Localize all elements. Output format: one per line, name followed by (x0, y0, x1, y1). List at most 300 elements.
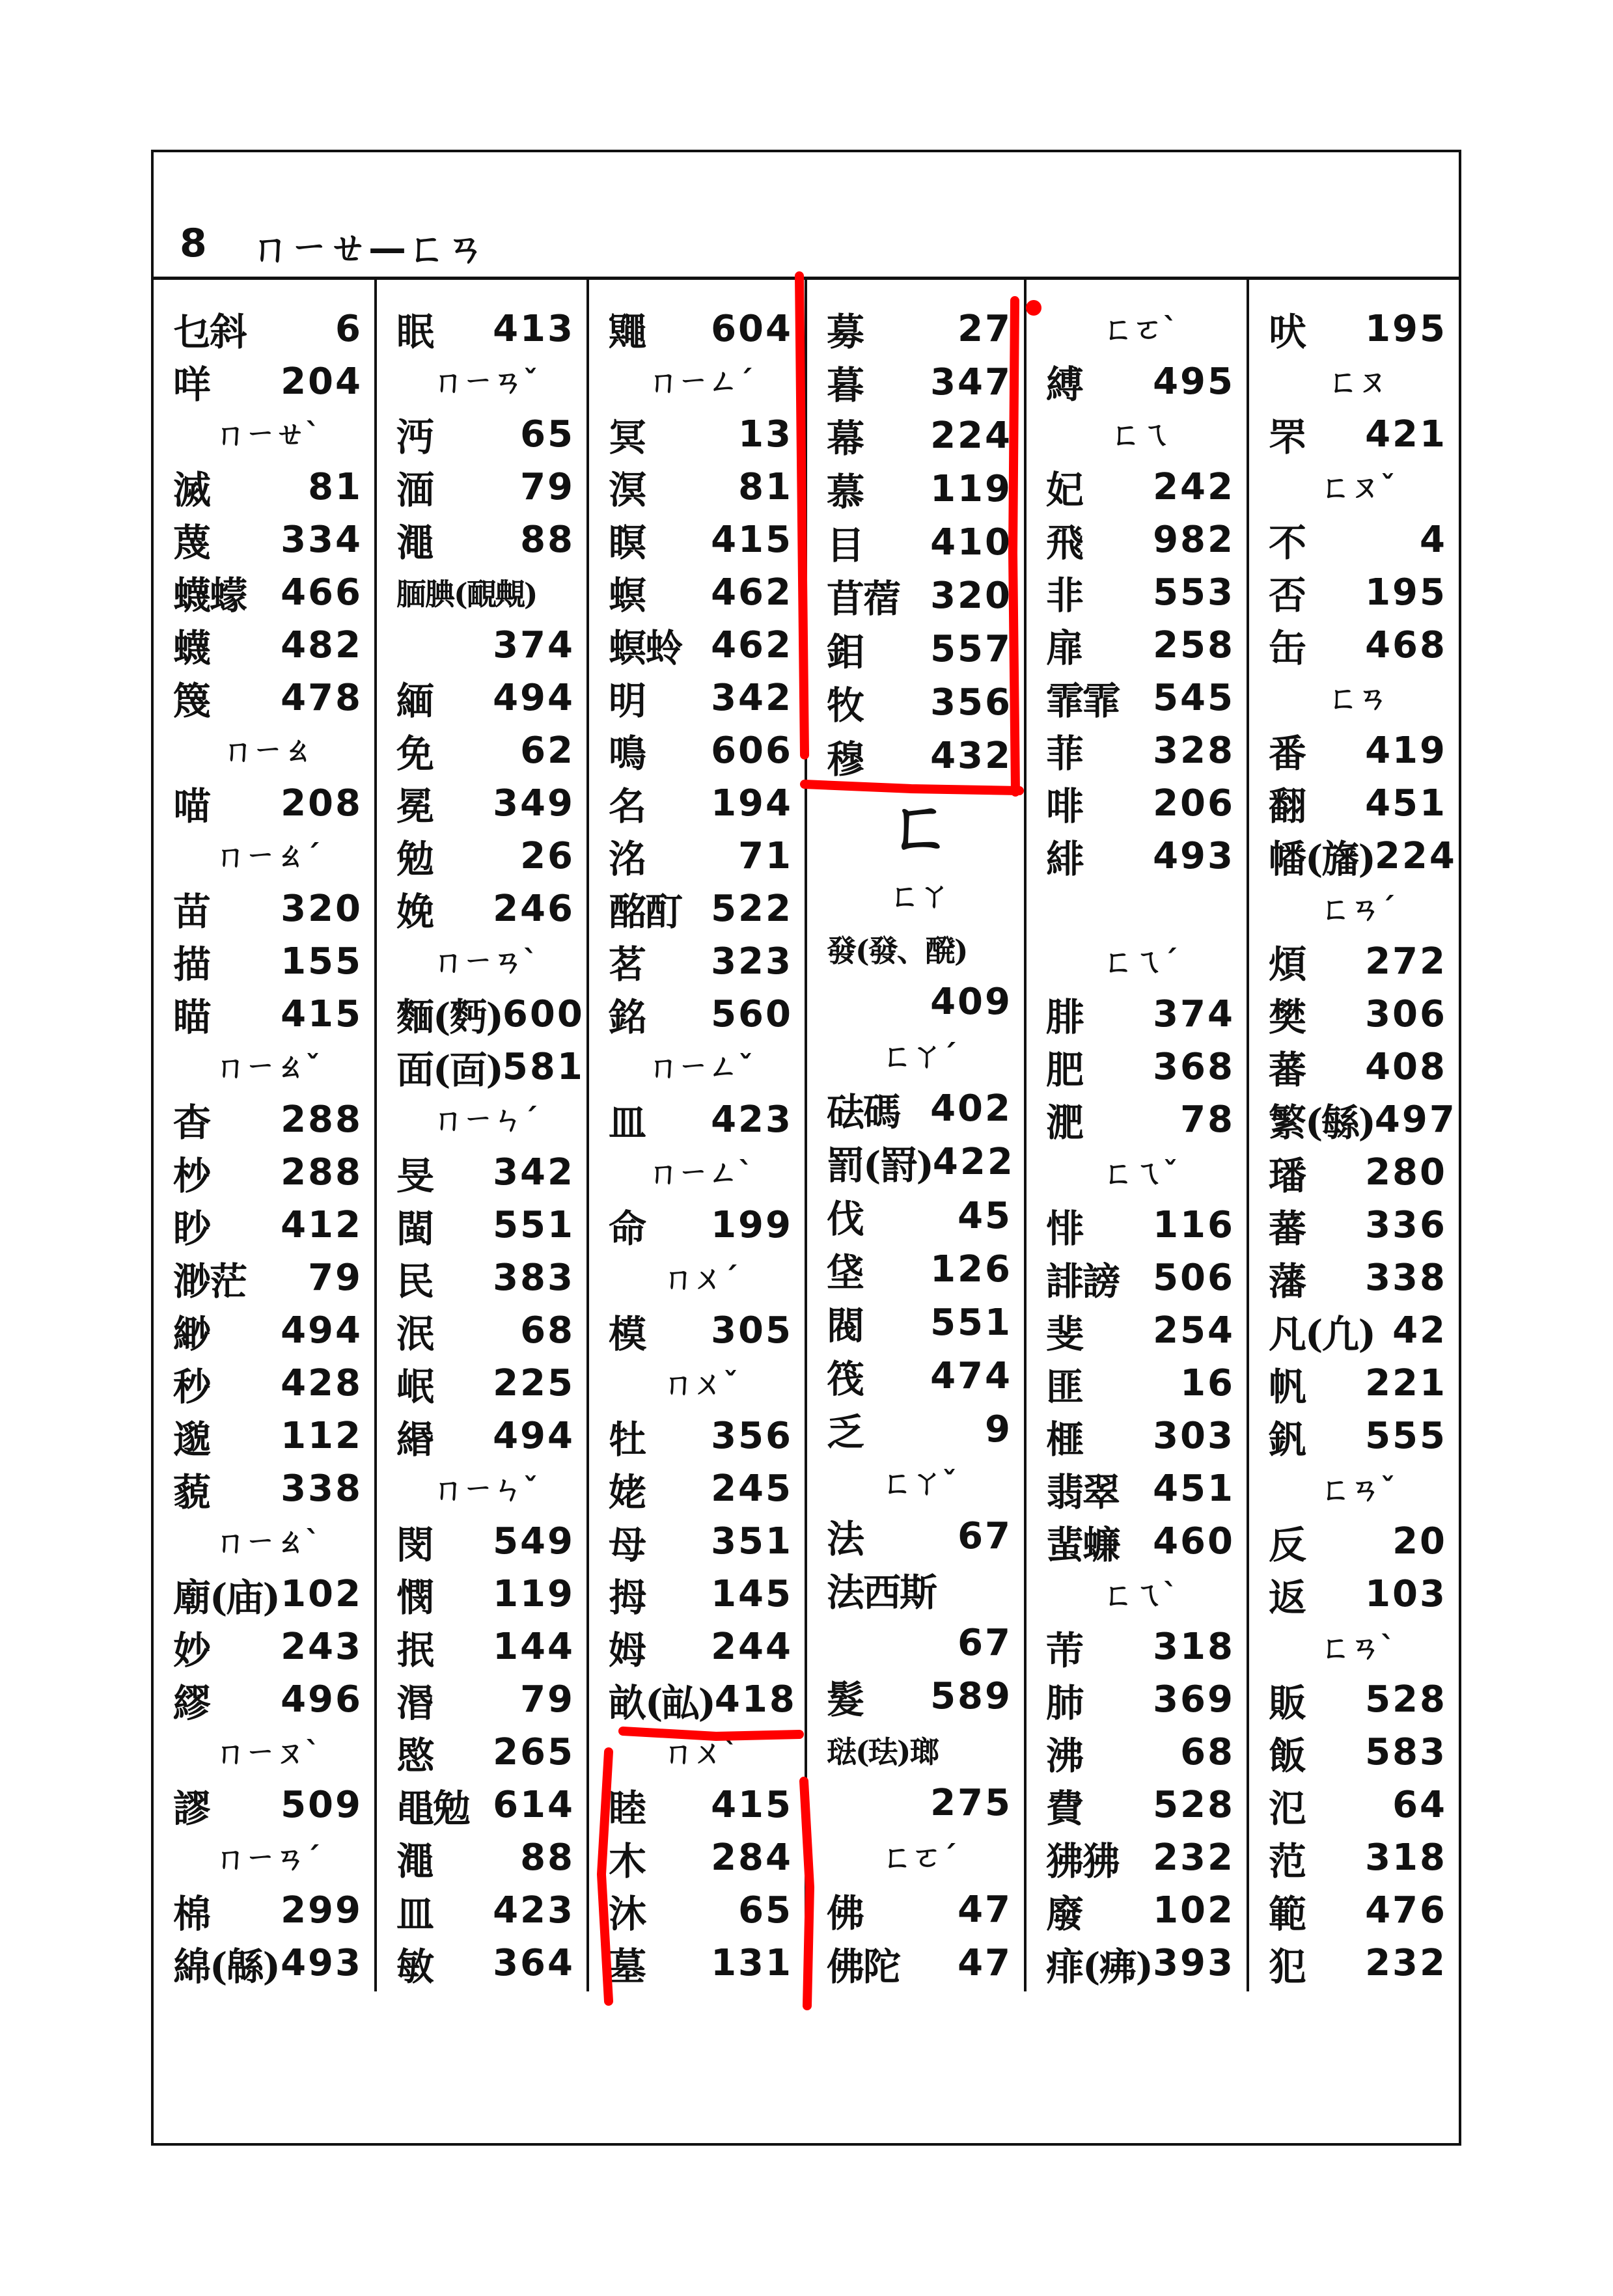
index-entry (1046, 1308, 1235, 1354)
index-column-2 (377, 280, 589, 1991)
index-entry (396, 1835, 575, 1881)
entry-characters: 販 (1269, 1680, 1306, 1725)
index-entry (173, 1466, 363, 1512)
entry-page-number: 600 (502, 992, 585, 1035)
entry-characters: 佛陀 (827, 1944, 900, 1989)
entry-page-number: 244 (711, 1626, 793, 1669)
index-entry (1269, 517, 1447, 566)
index-entry (396, 569, 575, 615)
index-entry (396, 1783, 575, 1831)
index-entry (1269, 1572, 1447, 1620)
index-entry (827, 1353, 1012, 1402)
entry-characters: 繁(緐) (1269, 1100, 1375, 1145)
index-entry (173, 1308, 363, 1354)
index-entry (827, 1781, 1012, 1826)
entry-page-number: 45 (958, 1194, 1012, 1237)
index-entry (1269, 306, 1447, 354)
index-entry (827, 573, 1012, 622)
entry-page-number: 245 (711, 1468, 793, 1510)
index-entry (396, 1572, 575, 1620)
entry-characters: 廢 (1046, 1891, 1083, 1936)
entry-page-number: 246 (493, 887, 575, 930)
entry-page-number: 27 (958, 307, 1012, 350)
index-entry (396, 780, 575, 829)
index-entry (1046, 1044, 1235, 1093)
entry-page-number: 225 (493, 1362, 575, 1405)
entry-page-number: 275 (930, 1782, 1012, 1825)
index-entry (1046, 991, 1235, 1040)
entry-page-number: 194 (711, 782, 793, 825)
index-entry (827, 359, 1012, 408)
entry-page-number: 195 (1365, 307, 1447, 350)
entry-page-number: 155 (281, 940, 363, 983)
entry-page-number: 342 (711, 676, 793, 719)
entry-characters: 砝碼 (827, 1089, 900, 1134)
entry-page-number: 462 (711, 571, 793, 614)
entry-page-number: 393 (1153, 1942, 1235, 1985)
page-number: 8 (180, 221, 207, 266)
index-entry (609, 991, 793, 1040)
entry-page-number: 432 (930, 735, 1012, 777)
entry-characters: 罰(罸) (827, 1143, 933, 1188)
index-entry (609, 1203, 793, 1251)
entry-page-number: 374 (493, 623, 575, 666)
index-entry (1269, 1255, 1447, 1304)
phonetic-heading: ㄇㄧㄡˋ (215, 1734, 320, 1770)
entry-characters: 苜蓿 (827, 577, 900, 622)
entry-characters: 眇 (173, 1206, 210, 1251)
entry-characters: 蠛蠓 (173, 573, 247, 618)
entry-characters: 乏 (827, 1410, 864, 1455)
entry-page-number: 581 (502, 1045, 585, 1088)
phonetic-heading: ㄇㄧㄢˊ (215, 1840, 320, 1876)
entry-characters: 免 (396, 731, 434, 776)
entry-characters: 抿 (396, 1628, 434, 1673)
entry-characters: 黽勉 (396, 1786, 470, 1831)
entry-page-number: 493 (281, 1942, 363, 1985)
phonetic-heading: ㄈㄡˇ (1320, 469, 1396, 505)
phonetic-heading: ㄈㄡ (1328, 364, 1388, 400)
entry-characters: 蔑 (173, 521, 210, 566)
index-entry (396, 1308, 575, 1354)
entry-characters: 乜斜 (173, 310, 247, 354)
entry-page-number: 103 (1365, 1573, 1447, 1616)
index-entry (827, 1674, 1012, 1722)
entry-page-number: 338 (1365, 1257, 1447, 1300)
entry-page-number: 272 (1365, 940, 1447, 983)
entry-characters: 飯 (1269, 1733, 1306, 1778)
entry-page-number: 415 (711, 1784, 793, 1827)
entry-characters: 閩 (396, 1206, 434, 1251)
entry-page-number: 497 (1374, 1098, 1457, 1141)
entry-characters: 伐 (827, 1197, 864, 1241)
index-column-1 (154, 280, 377, 1991)
entry-page-number: 604 (711, 307, 793, 350)
entry-characters: 命 (609, 1206, 646, 1251)
entry-page-number: 409 (930, 981, 1012, 1024)
index-entry (1269, 1730, 1447, 1778)
entry-characters: 飛 (1046, 521, 1083, 566)
phonetic-heading: ㄇㄨˇ (663, 1365, 738, 1401)
entry-characters: 反 (1269, 1522, 1306, 1567)
entry-page-number: 224 (930, 414, 1012, 457)
index-entry (609, 517, 793, 566)
index-entry (1046, 1255, 1235, 1304)
index-entry (1046, 517, 1235, 566)
index-entry (609, 464, 793, 513)
entry-characters: 謬 (173, 1786, 210, 1831)
index-entry (1269, 938, 1447, 987)
phonetic-heading: ㄇㄧㄠˇ (215, 1049, 320, 1085)
phonetic-heading: ㄇㄧㄠˊ (215, 838, 320, 874)
index-entry (827, 306, 1012, 354)
entry-page-number: 47 (958, 1889, 1012, 1932)
entry-characters: 啡 (1046, 784, 1083, 829)
entry-characters: 閥 (827, 1304, 864, 1348)
entry-page-number: 102 (281, 1573, 363, 1616)
index-entry (827, 1300, 1012, 1348)
index-entry (827, 1513, 1012, 1562)
index-entry (173, 1097, 363, 1145)
entry-characters: 返 (1269, 1575, 1306, 1620)
index-entry (173, 675, 363, 724)
entry-characters: 璠 (1269, 1153, 1306, 1198)
index-entry (827, 1620, 1012, 1666)
entry-page-number: 195 (1365, 571, 1447, 614)
entry-characters: 非 (1046, 573, 1083, 618)
index-entry (1269, 1941, 1447, 1989)
entry-page-number: 232 (1365, 1942, 1447, 1985)
entry-characters: 藐 (173, 1469, 210, 1514)
entry-characters: 琺(珐)瑯 (827, 1734, 939, 1770)
entry-characters: 缶 (1269, 626, 1306, 671)
entry-characters: 姆 (609, 1628, 646, 1673)
index-entry (827, 1140, 1015, 1188)
entry-characters: 瞄 (173, 995, 210, 1040)
entry-characters: 佛 (827, 1891, 864, 1935)
index-entry (1046, 1835, 1235, 1881)
phonetic-heading: ㄇㄧㄠ (223, 733, 313, 769)
index-entry (1046, 1677, 1235, 1723)
index-entry (1269, 1044, 1447, 1093)
entry-page-number: 606 (711, 729, 793, 772)
index-entry (1046, 1097, 1235, 1145)
entry-characters: 鼆 (609, 310, 646, 354)
entry-characters: 罘 (1269, 415, 1306, 460)
entry-page-number: 494 (281, 1309, 363, 1352)
entry-characters: 緬 (396, 679, 434, 724)
entry-page-number: 328 (1153, 729, 1235, 772)
entry-page-number: 208 (281, 782, 363, 825)
index-entry (173, 1783, 363, 1831)
index-entry (609, 1466, 793, 1512)
index-entry (609, 833, 793, 882)
entry-page-number: 6 (335, 307, 363, 350)
entry-page-number: 418 (714, 1678, 797, 1721)
entry-page-number: 65 (738, 1889, 793, 1932)
entry-page-number: 423 (711, 1098, 793, 1141)
entry-page-number: 206 (1153, 782, 1235, 825)
entry-characters: 蕃 (1269, 1206, 1306, 1251)
entry-page-number: 342 (493, 1151, 575, 1194)
entry-page-number: 482 (281, 623, 363, 666)
entry-page-number: 614 (493, 1784, 575, 1827)
entry-page-number: 116 (1153, 1204, 1235, 1247)
entry-page-number: 318 (1153, 1626, 1235, 1669)
entry-characters: 面(靣) (396, 1048, 503, 1093)
index-entry (1269, 1150, 1447, 1196)
index-entry (396, 1677, 575, 1723)
entry-page-number: 336 (1365, 1204, 1447, 1247)
entry-characters: 喵 (173, 784, 210, 829)
index-entry (1269, 411, 1447, 460)
index-entry (173, 306, 363, 354)
phonetic-heading: ㄈㄚ (889, 877, 950, 913)
entry-characters: 木 (609, 1838, 646, 1883)
entry-characters: 髮 (827, 1677, 864, 1722)
entry-page-number: 20 (1392, 1520, 1447, 1563)
index-entry (609, 728, 793, 776)
entry-page-number: 351 (711, 1520, 793, 1563)
entry-page-number: 26 (520, 834, 575, 877)
entry-characters: 翡翠 (1046, 1469, 1120, 1514)
index-entry (1269, 1414, 1447, 1462)
entry-characters: 銘 (609, 995, 646, 1040)
entry-page-number: 522 (711, 887, 793, 930)
entry-page-number: 68 (520, 1309, 575, 1352)
entry-characters: 茗 (609, 942, 646, 987)
entry-characters: 咩 (173, 362, 210, 407)
entry-characters: 菲 (1046, 731, 1083, 776)
entry-characters: 民 (396, 1259, 434, 1304)
index-entry (396, 1255, 575, 1304)
index-entry (827, 519, 1012, 568)
entry-characters: 幡(旛) (1269, 837, 1375, 882)
phonetic-heading: ㄈㄟˊ (1103, 944, 1178, 979)
entry-characters: 樊 (1269, 995, 1306, 1040)
entry-characters: 皿 (609, 1100, 646, 1145)
entry-characters: 扉 (1046, 626, 1083, 671)
entry-characters: 妃 (1046, 468, 1083, 513)
entry-page-number: 528 (1153, 1784, 1235, 1827)
index-entry (609, 938, 793, 987)
phonetic-heading: ㄇㄨˊ (663, 1260, 738, 1296)
entry-characters: 鳴 (609, 731, 646, 776)
entry-page-number: 415 (711, 518, 793, 561)
entry-page-number: 9 (985, 1408, 1012, 1451)
entry-characters: 目 (827, 523, 864, 568)
entry-characters: 犯 (1269, 1944, 1306, 1989)
index-entry (1046, 622, 1235, 671)
entry-page-number: 557 (930, 627, 1012, 670)
entry-characters: 睦 (609, 1786, 646, 1831)
entry-page-number: 204 (281, 360, 363, 403)
entry-page-number: 495 (1153, 360, 1235, 403)
entry-characters: 筏 (827, 1357, 864, 1402)
entry-characters: 範 (1269, 1891, 1306, 1936)
entry-page-number: 451 (1365, 782, 1447, 825)
index-entry (827, 1193, 1012, 1241)
entry-characters: 腼腆(靦覥) (396, 577, 537, 612)
entry-characters: 滅 (173, 468, 210, 513)
entry-characters: 湎 (396, 468, 434, 513)
entry-page-number: 78 (1180, 1098, 1235, 1141)
entry-characters: 縛 (1046, 362, 1083, 407)
entry-page-number: 474 (930, 1354, 1012, 1397)
index-entry (1269, 1519, 1447, 1565)
entry-page-number: 364 (493, 1942, 575, 1985)
phonetic-heading: ㄇㄧㄠˋ (215, 1524, 320, 1559)
entry-characters: 法 (827, 1517, 864, 1562)
entry-page-number: 288 (281, 1151, 363, 1194)
entry-characters: 發(發、醗) (827, 933, 967, 968)
entry-characters: 母 (609, 1522, 646, 1567)
index-entry (1046, 780, 1235, 829)
index-entry (396, 886, 575, 935)
phonetic-heading: ㄈㄟˋ (1103, 1576, 1178, 1612)
entry-page-number: 81 (308, 465, 363, 508)
index-entry (396, 464, 575, 513)
phonetic-heading: ㄈㄢ (1328, 680, 1388, 716)
index-column-4 (807, 280, 1027, 1991)
index-entry (173, 1624, 363, 1673)
index-entry (173, 1361, 363, 1409)
index-entry (827, 413, 1012, 461)
phonetic-heading: ㄇㄧㄣˊ (433, 1102, 538, 1138)
entry-characters: 繆 (173, 1680, 210, 1725)
entry-page-number: 13 (738, 413, 793, 456)
entry-characters: 模 (609, 1311, 646, 1356)
entry-characters: 杪 (173, 1153, 210, 1198)
entry-page-number: 243 (281, 1626, 363, 1669)
index-entry (173, 464, 363, 513)
index-entry (827, 1406, 1012, 1455)
index-entry (1269, 1888, 1447, 1934)
entry-characters: 綿(緜) (173, 1944, 279, 1989)
index-entry (396, 517, 575, 566)
entry-page-number: 419 (1365, 729, 1447, 772)
entry-page-number: 42 (1392, 1309, 1447, 1352)
entry-characters: 拇 (609, 1575, 646, 1620)
index-entry (827, 926, 1012, 972)
index-entry (1046, 359, 1235, 407)
entry-characters: 眠 (396, 310, 434, 354)
entry-page-number: 549 (493, 1520, 575, 1563)
entry-page-number: 369 (1153, 1678, 1235, 1721)
entry-page-number: 982 (1153, 518, 1235, 561)
index-entry (609, 780, 793, 829)
entry-page-number: 258 (1153, 623, 1235, 666)
entry-characters: 釩 (1269, 1417, 1306, 1462)
index-entry (827, 979, 1012, 1025)
entry-page-number: 368 (1153, 1045, 1235, 1088)
entry-characters: 溟 (609, 468, 646, 513)
index-entry (609, 886, 793, 935)
entry-page-number: 410 (930, 521, 1012, 564)
index-entry (1269, 1677, 1447, 1723)
entry-characters: 泯 (396, 1311, 434, 1356)
entry-characters: 棉 (173, 1891, 210, 1936)
entry-page-number: 494 (493, 1415, 575, 1458)
entry-page-number: 221 (1365, 1362, 1447, 1405)
entry-page-number: 551 (493, 1204, 575, 1247)
entry-characters: 皿 (396, 1891, 434, 1936)
entry-page-number: 415 (281, 992, 363, 1035)
index-entry (609, 1572, 793, 1620)
entry-page-number: 126 (930, 1248, 1012, 1291)
entry-page-number: 408 (1365, 1045, 1447, 1088)
phonetic-heading: ㄈㄟˇ (1103, 1155, 1178, 1190)
index-entry (609, 306, 793, 354)
entry-characters: 穆 (827, 737, 864, 782)
entry-page-number: 356 (711, 1415, 793, 1458)
entry-characters: 匪 (1046, 1364, 1083, 1409)
entry-page-number: 305 (711, 1309, 793, 1352)
entry-page-number: 254 (1153, 1309, 1235, 1352)
entry-characters: 牧 (827, 683, 864, 728)
entry-characters: 姥 (609, 1469, 646, 1514)
entry-characters: 煩 (1269, 942, 1306, 987)
entry-page-number: 242 (1153, 465, 1235, 508)
entry-page-number: 466 (281, 571, 363, 614)
index-entry (173, 1941, 363, 1989)
entry-characters: 狒狒 (1046, 1838, 1120, 1883)
index-entry (609, 1835, 793, 1881)
entry-characters: 蕃 (1269, 1048, 1306, 1093)
entry-characters: 冕 (396, 784, 434, 829)
index-entry (1046, 1361, 1235, 1409)
entry-characters: 瞑 (609, 521, 646, 566)
entry-page-number: 347 (930, 361, 1012, 403)
entry-page-number: 421 (1365, 413, 1447, 456)
entry-characters: 翻 (1269, 784, 1306, 829)
entry-characters: 蠛 (173, 626, 210, 671)
index-entry (1046, 833, 1235, 882)
phonetic-heading: ㄈㄢˇ (1320, 1471, 1396, 1507)
entry-page-number: 232 (1153, 1837, 1235, 1879)
entry-page-number: 88 (520, 518, 575, 561)
entry-characters: 悱 (1046, 1206, 1083, 1251)
entry-characters: 沸 (1046, 1733, 1083, 1778)
entry-characters: 垡 (827, 1250, 864, 1295)
index-entry (609, 1677, 797, 1725)
index-entry (1269, 1308, 1447, 1354)
entry-characters: 描 (173, 942, 210, 987)
index-entry (1269, 1361, 1447, 1409)
index-entry (396, 1203, 575, 1251)
entry-page-number: 299 (281, 1889, 363, 1932)
entry-page-number: 67 (958, 1622, 1012, 1664)
entry-characters: 肺 (1046, 1680, 1083, 1725)
index-entry (1269, 569, 1447, 618)
index-column-6 (1249, 280, 1459, 1991)
index-entry (1046, 1414, 1235, 1462)
entry-page-number: 144 (493, 1626, 575, 1669)
index-entry (1046, 1203, 1235, 1251)
entry-characters: 藩 (1269, 1259, 1306, 1304)
entry-characters: 妙 (173, 1628, 210, 1673)
index-entry (609, 1097, 793, 1145)
phonetic-heading: ㄈㄚˊ (882, 1037, 957, 1073)
entry-page-number: 119 (930, 467, 1012, 510)
entry-page-number: 553 (1153, 571, 1235, 614)
entry-characters: 吠 (1269, 310, 1306, 354)
phonetic-heading: ㄇㄧㄥˇ (648, 1049, 753, 1085)
entry-page-number: 374 (1153, 992, 1235, 1035)
phonetic-heading: ㄈㄟ (1110, 417, 1170, 452)
entry-characters: 緋 (1046, 837, 1083, 882)
index-entry (173, 780, 363, 829)
